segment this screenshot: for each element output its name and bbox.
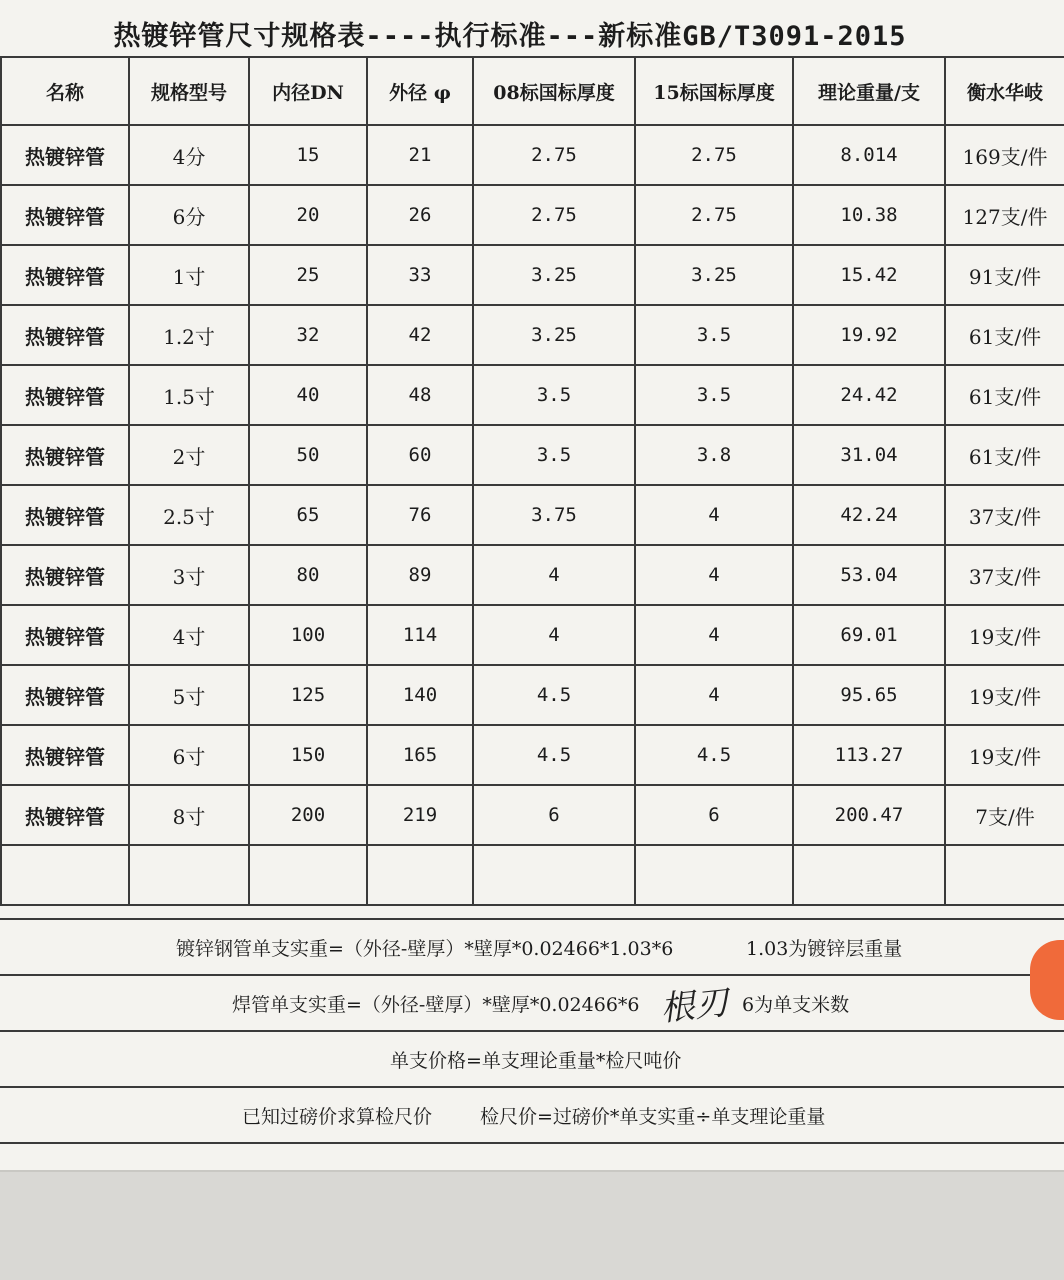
table-row bbox=[1, 365, 1064, 425]
header-thickness-15: 15标国标厚度 bbox=[635, 57, 793, 125]
formula-check-price: 检尺价=过磅价*单支实重÷单支理论重量 bbox=[480, 1106, 826, 1128]
cell-thickness-15: 6 bbox=[635, 785, 793, 845]
formula-note: 6为单支米数 bbox=[742, 994, 850, 1016]
cell-outer-diameter: 219 bbox=[367, 785, 473, 845]
cell-weight: 19.92 bbox=[793, 305, 945, 365]
formula-row bbox=[0, 920, 1064, 976]
cell-outer-diameter bbox=[367, 845, 473, 905]
cell-weight bbox=[793, 845, 945, 905]
cell-name bbox=[1, 845, 129, 905]
formula-unit-price: 单支价格=单支理论重量*检尺吨价 bbox=[390, 1050, 682, 1072]
cell-thickness-15: 3.8 bbox=[635, 425, 793, 485]
table-row bbox=[1, 845, 1064, 905]
cell-name: 热镀锌管 bbox=[1, 785, 129, 845]
cell-packing: 7支/件 bbox=[945, 785, 1064, 845]
cell-name: 热镀锌管 bbox=[1, 725, 129, 785]
cell-packing: 91支/件 bbox=[945, 245, 1064, 305]
cell-inner-dn: 50 bbox=[249, 425, 367, 485]
cell-spec: 8寸 bbox=[129, 785, 249, 845]
table-row bbox=[1, 185, 1064, 245]
cell-thickness-08: 4 bbox=[473, 545, 635, 605]
cell-weight: 42.24 bbox=[793, 485, 945, 545]
cell-packing: 37支/件 bbox=[945, 485, 1064, 545]
cell-packing: 19支/件 bbox=[945, 605, 1064, 665]
cell-name: 热镀锌管 bbox=[1, 425, 129, 485]
cell-inner-dn: 25 bbox=[249, 245, 367, 305]
cell-spec: 2寸 bbox=[129, 425, 249, 485]
header-name: 名称 bbox=[1, 57, 129, 125]
cell-packing bbox=[945, 845, 1064, 905]
cell-thickness-08 bbox=[473, 845, 635, 905]
table-row bbox=[1, 305, 1064, 365]
cell-outer-diameter: 48 bbox=[367, 365, 473, 425]
header-weight: 理论重量/支 bbox=[793, 57, 945, 125]
cell-packing: 61支/件 bbox=[945, 425, 1064, 485]
cell-packing: 19支/件 bbox=[945, 665, 1064, 725]
formula-row bbox=[0, 1032, 1064, 1088]
cell-thickness-08: 3.25 bbox=[473, 305, 635, 365]
cell-spec: 4分 bbox=[129, 125, 249, 185]
cell-thickness-15: 2.75 bbox=[635, 125, 793, 185]
cell-outer-diameter: 165 bbox=[367, 725, 473, 785]
cell-thickness-08: 3.75 bbox=[473, 485, 635, 545]
cell-spec: 1寸 bbox=[129, 245, 249, 305]
cell-thickness-08: 4 bbox=[473, 605, 635, 665]
page-title: 热镀锌管尺寸规格表----执行标准---新标准GB/T3091-2015 bbox=[113, 21, 907, 52]
cell-spec: 6寸 bbox=[129, 725, 249, 785]
cell-outer-diameter: 76 bbox=[367, 485, 473, 545]
cell-packing: 61支/件 bbox=[945, 305, 1064, 365]
cell-weight: 15.42 bbox=[793, 245, 945, 305]
formula-note: 1.03为镀锌层重量 bbox=[746, 938, 903, 960]
cell-outer-diameter: 33 bbox=[367, 245, 473, 305]
header-packing: 衡水华岐 bbox=[945, 57, 1064, 125]
cell-packing: 37支/件 bbox=[945, 545, 1064, 605]
cell-spec: 5寸 bbox=[129, 665, 249, 725]
formula-section bbox=[0, 918, 1064, 1144]
cell-outer-diameter: 26 bbox=[367, 185, 473, 245]
cell-thickness-15 bbox=[635, 845, 793, 905]
cell-name: 热镀锌管 bbox=[1, 305, 129, 365]
table-row bbox=[1, 545, 1064, 605]
cell-weight: 200.47 bbox=[793, 785, 945, 845]
cell-thickness-08: 6 bbox=[473, 785, 635, 845]
cell-thickness-08: 3.5 bbox=[473, 425, 635, 485]
cell-spec: 2.5寸 bbox=[129, 485, 249, 545]
cell-packing: 61支/件 bbox=[945, 365, 1064, 425]
formula-galvanized-weight: 镀锌钢管单支实重=（外径-壁厚）*壁厚*0.02466*1.03*6 bbox=[176, 938, 674, 960]
cell-thickness-15: 3.5 bbox=[635, 365, 793, 425]
cell-thickness-08: 4.5 bbox=[473, 665, 635, 725]
formula-question: 已知过磅价求算检尺价 bbox=[242, 1106, 433, 1128]
cell-packing: 169支/件 bbox=[945, 125, 1064, 185]
cell-outer-diameter: 114 bbox=[367, 605, 473, 665]
cell-name: 热镀锌管 bbox=[1, 245, 129, 305]
table-row bbox=[1, 485, 1064, 545]
cell-weight: 95.65 bbox=[793, 665, 945, 725]
cell-inner-dn: 200 bbox=[249, 785, 367, 845]
cell-weight: 53.04 bbox=[793, 545, 945, 605]
formula-row bbox=[0, 1088, 1064, 1144]
cell-name: 热镀锌管 bbox=[1, 365, 129, 425]
cell-weight: 31.04 bbox=[793, 425, 945, 485]
cell-thickness-15: 4.5 bbox=[635, 725, 793, 785]
cell-inner-dn: 20 bbox=[249, 185, 367, 245]
cell-outer-diameter: 89 bbox=[367, 545, 473, 605]
cell-inner-dn: 100 bbox=[249, 605, 367, 665]
table-row bbox=[1, 605, 1064, 665]
cell-name: 热镀锌管 bbox=[1, 605, 129, 665]
cell-inner-dn: 15 bbox=[249, 125, 367, 185]
cell-thickness-15: 2.75 bbox=[635, 185, 793, 245]
cell-thickness-15: 4 bbox=[635, 605, 793, 665]
table-row bbox=[1, 245, 1064, 305]
cell-inner-dn: 40 bbox=[249, 365, 367, 425]
table-row bbox=[1, 665, 1064, 725]
cell-thickness-08: 3.5 bbox=[473, 365, 635, 425]
cell-thickness-15: 4 bbox=[635, 485, 793, 545]
table-row bbox=[1, 725, 1064, 785]
cell-spec bbox=[129, 845, 249, 905]
cell-inner-dn: 125 bbox=[249, 665, 367, 725]
cell-packing: 127支/件 bbox=[945, 185, 1064, 245]
cell-thickness-15: 3.25 bbox=[635, 245, 793, 305]
cell-spec: 3寸 bbox=[129, 545, 249, 605]
pipe-spec-table bbox=[0, 56, 1064, 906]
cell-thickness-08: 2.75 bbox=[473, 185, 635, 245]
cell-name: 热镀锌管 bbox=[1, 665, 129, 725]
cell-packing: 19支/件 bbox=[945, 725, 1064, 785]
cell-thickness-08: 4.5 bbox=[473, 725, 635, 785]
table-header-row bbox=[1, 57, 1064, 125]
cell-thickness-08: 2.75 bbox=[473, 125, 635, 185]
cell-outer-diameter: 42 bbox=[367, 305, 473, 365]
cell-outer-diameter: 60 bbox=[367, 425, 473, 485]
formula-welded-weight: 焊管单支实重=（外径-壁厚）*壁厚*0.02466*6 bbox=[232, 994, 640, 1016]
cell-outer-diameter: 140 bbox=[367, 665, 473, 725]
cell-spec: 1.2寸 bbox=[129, 305, 249, 365]
cell-thickness-15: 4 bbox=[635, 665, 793, 725]
cell-weight: 69.01 bbox=[793, 605, 945, 665]
cell-outer-diameter: 21 bbox=[367, 125, 473, 185]
cell-name: 热镀锌管 bbox=[1, 185, 129, 245]
cell-inner-dn bbox=[249, 845, 367, 905]
table-row bbox=[1, 125, 1064, 185]
cell-name: 热镀锌管 bbox=[1, 485, 129, 545]
table-row bbox=[1, 425, 1064, 485]
orange-object bbox=[1030, 940, 1064, 1020]
header-spec: 规格型号 bbox=[129, 57, 249, 125]
cell-weight: 113.27 bbox=[793, 725, 945, 785]
cell-weight: 24.42 bbox=[793, 365, 945, 425]
cell-thickness-15: 3.5 bbox=[635, 305, 793, 365]
cell-thickness-08: 3.25 bbox=[473, 245, 635, 305]
cell-spec: 6分 bbox=[129, 185, 249, 245]
cell-inner-dn: 150 bbox=[249, 725, 367, 785]
cell-weight: 10.38 bbox=[793, 185, 945, 245]
header-thickness-08: 08标国标厚度 bbox=[473, 57, 635, 125]
cell-inner-dn: 80 bbox=[249, 545, 367, 605]
cell-spec: 4寸 bbox=[129, 605, 249, 665]
header-inner-dn: 内径DN bbox=[249, 57, 367, 125]
cell-inner-dn: 65 bbox=[249, 485, 367, 545]
cell-spec: 1.5寸 bbox=[129, 365, 249, 425]
header-outer-diameter: 外径 φ bbox=[367, 57, 473, 125]
cell-thickness-15: 4 bbox=[635, 545, 793, 605]
table-row bbox=[1, 785, 1064, 845]
cell-name: 热镀锌管 bbox=[1, 545, 129, 605]
formula-row bbox=[0, 976, 1064, 1032]
handwritten-note: 根刃 bbox=[658, 982, 731, 1030]
cell-name: 热镀锌管 bbox=[1, 125, 129, 185]
cell-inner-dn: 32 bbox=[249, 305, 367, 365]
cell-weight: 8.014 bbox=[793, 125, 945, 185]
